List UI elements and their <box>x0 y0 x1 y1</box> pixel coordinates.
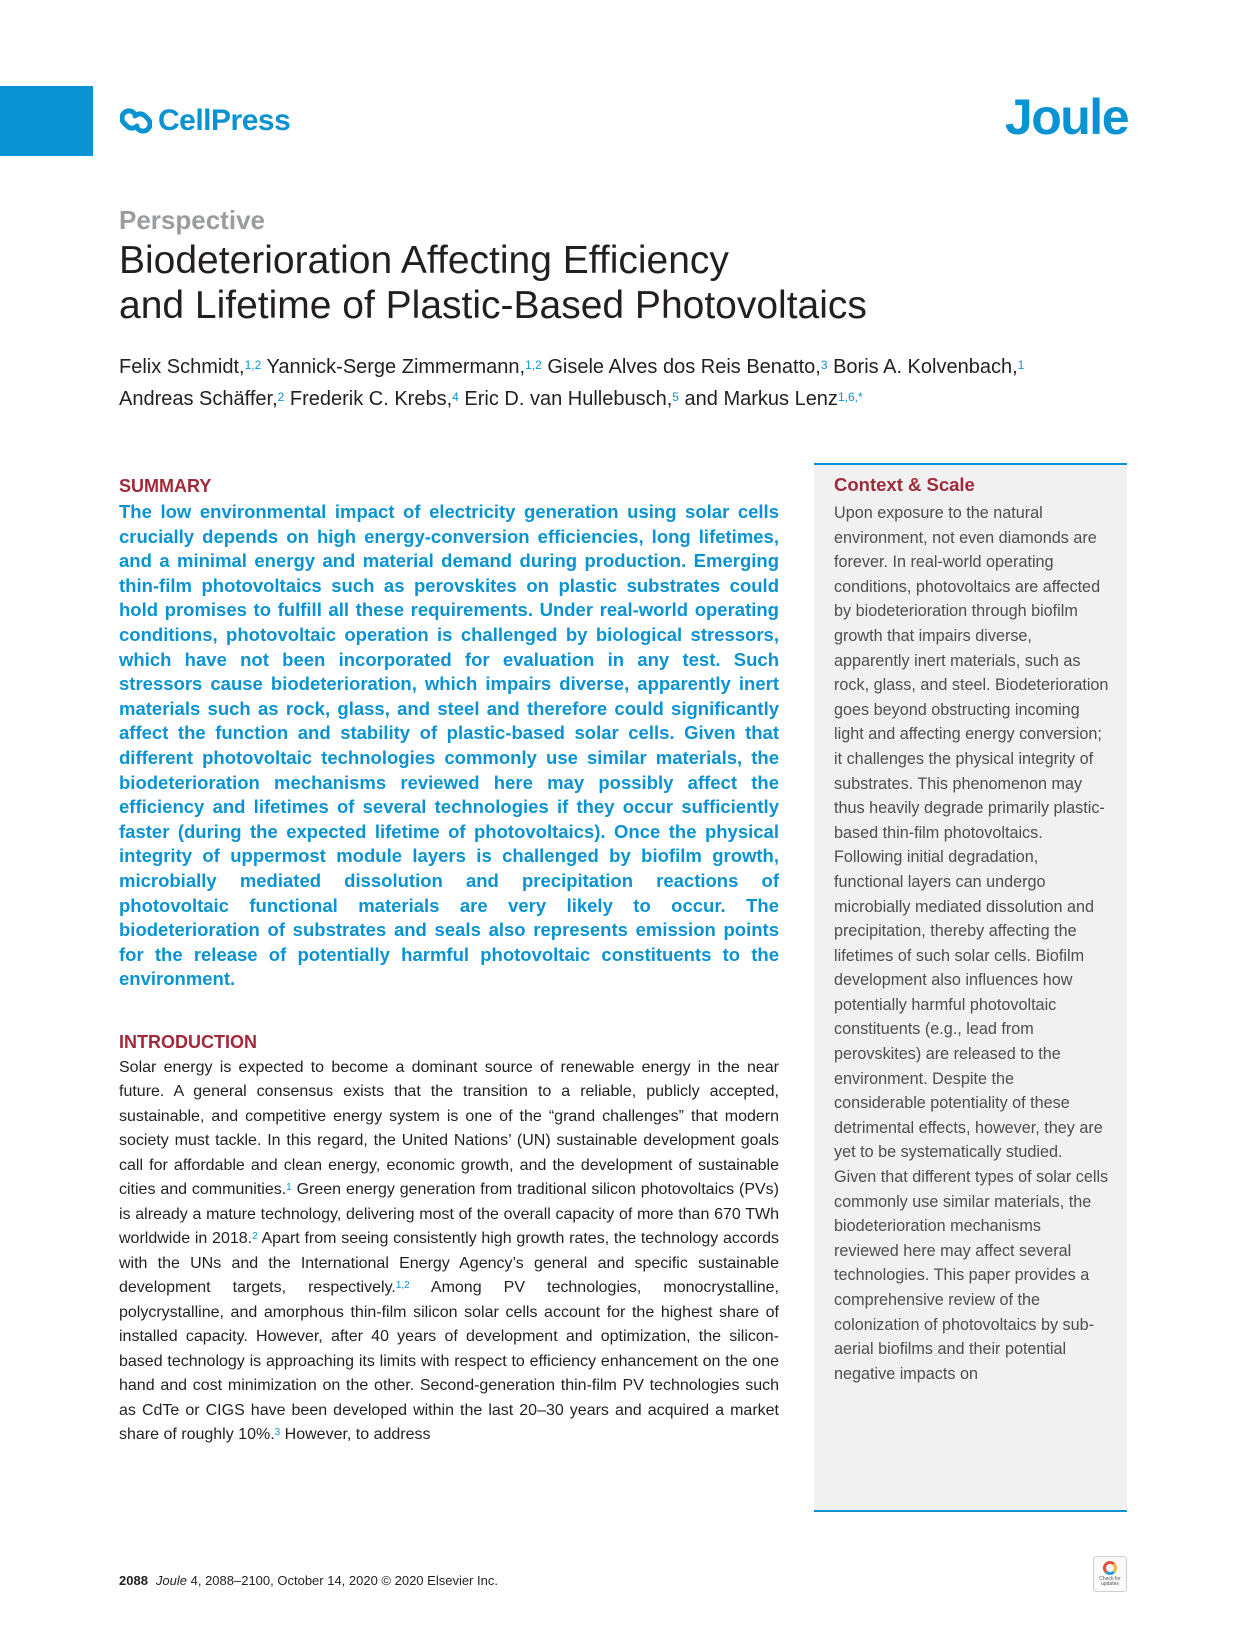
author-name[interactable]: Gisele Alves dos Reis Benatto, <box>547 356 821 378</box>
introduction-heading: INTRODUCTION <box>119 1031 257 1052</box>
cellpress-logo[interactable] <box>120 104 290 138</box>
page-footer <box>119 1573 498 1588</box>
intro-segment: Apart from seeing consistently high growth rates, the technology accords with the UNs and the International Energy Agency’s general and specific sustainable development targets, respectively. <box>119 1230 779 1297</box>
article-type: Perspective <box>119 205 265 235</box>
intro-segment: Solar energy is expected to become a dominant source of renewable energy in the near future. A general consensus exists that the transition to a reliable, publicly accepted, sustainable, and competitive energy system is one of the “grand challenges” that modern society must tackle. In this regard, the United Nations’ (UN) sustainable development goals call for affordable and clean energy, economic growth, and the development of sustainable cities and communities. <box>119 1058 779 1199</box>
reference-link[interactable]: 2 <box>252 1231 258 1243</box>
badge-label <box>1099 1577 1120 1587</box>
journal-name[interactable]: Joule <box>1004 89 1128 145</box>
update-check-icon <box>1103 1561 1117 1575</box>
publisher-name: CellPress <box>158 104 291 137</box>
author-name[interactable]: Eric D. van Hullebusch, <box>464 388 673 410</box>
reference-link[interactable]: 3 <box>274 1427 281 1439</box>
intro-segment: Green energy generation from traditional silicon photovoltaics (PVs) is already a mature technology, delivering most of the overall capacity of more than 670 TWh worldwide in 2018. <box>119 1181 780 1248</box>
cellpress-link-icon <box>120 105 152 137</box>
context-text: Upon exposure to the natural environment, not even diamonds are forever. In real-world operating conditions, photovoltaics are affected by biodeterioration through biofilm growth that impairs diverse, apparently inert materials, such as rock, glass, and steel. Biodeterioration goes beyond obstructing incoming light and affecting energy conversion; it challenges the physical integrity of substrates. This phenomenon may thus heavily degrade primarily plastic-based thin-film photovoltaics. Following initial degradation, functional layers can undergo microbially mediated dissolution and precipitation, thereby affecting the lifetimes of such solar cells. Biofilm development also influences how potentially harmful photovoltaic constituents (e.g., lead from perovskites) are released to the environment. Despite the considerable potentiality of these detrimental effects, however, they are yet to be systematically studied. Given that different types of solar cells commonly use similar materials, the biodeterioration mechanisms reviewed here may affect several technologies. This paper provides a comprehensive review of the colonization of photovoltaics by sub-aerial biofilms and their potential negative impacts on <box>834 504 1109 1383</box>
author-name[interactable]: Felix Schmidt, <box>119 356 245 378</box>
summary-heading: SUMMARY <box>119 476 212 496</box>
context-heading: Context & Scale <box>834 474 975 495</box>
intro-segment: Among PV technologies, monocrystalline, polycrystalline, and amorphous thin-film silicon solar cells account for the highest share of installed capacity. However, after 40 years of development and optimization, the silicon-based technology is approaching its limits with respect to efficiency enhancement on the one hand and cost minimization on the other. Second-generation thin-film PV technologies such as CdTe or CIGS have been developed within the last 20–30 years and acquired a market share of roughly 10%. <box>119 1279 779 1444</box>
author-affiliation[interactable]: 1,2 <box>525 358 542 372</box>
author-list <box>119 351 1129 415</box>
badge-line-1: Check for <box>1099 1576 1121 1582</box>
author-affiliation[interactable]: 5 <box>672 390 679 404</box>
author-affiliation[interactable]: 2 <box>277 390 285 404</box>
author-name[interactable]: and Markus Lenz <box>684 388 838 410</box>
introduction-text <box>119 1056 779 1448</box>
check-for-updates-badge[interactable] <box>1093 1556 1127 1592</box>
reference-link[interactable]: 1 <box>286 1182 292 1194</box>
context-scale-box <box>814 463 1127 1512</box>
article-title <box>119 238 1019 328</box>
main-column <box>119 474 779 1448</box>
author-name[interactable]: Yannick-Serge Zimmermann, <box>266 356 526 378</box>
footer-journal: Joule <box>155 1573 187 1588</box>
footer-citation: 4, 2088–2100, October 14, 2020 © 2020 Elsevier Inc. <box>187 1573 498 1588</box>
author-affiliation[interactable]: 3 <box>820 358 828 372</box>
author-name[interactable]: Andreas Schäffer, <box>119 388 278 410</box>
author-affiliation[interactable]: 1,6,* <box>837 390 863 404</box>
intro-segment: However, to address <box>280 1426 431 1444</box>
author-affiliation[interactable]: 4 <box>452 390 459 404</box>
reference-link[interactable]: 1,2 <box>395 1280 410 1292</box>
summary-text: The low environmental impact of electricity generation using solar cells crucially depends on high energy-conversion efficiencies, long lifetimes, and a minimal energy and material demand during production. Emerging thin-film photovoltaics such as perovskites on plastic substrates could hold promises to fulfill all these requirements. Under real-world operating conditions, photovoltaic operation is challenged by biological stressors, which have not been incorporated for evaluation in any test. Such stressors cause biodeterioration, which impairs diverse, apparently inert materials such as rock, glass, and steel and therefore could significantly affect the function and stability of plastic-based solar cells. Given that different photovoltaic technologies commonly use similar materials, the biodeterioration mechanisms reviewed here may possibly affect the efficiency and lifetimes of several technologies if they occur sufficiently faster (during the expected lifetime of photovoltaics). Once the physical integrity of uppermost module layers is challenged by biofilm growth, microbially mediated dissolution and precipitation reactions of photovoltaic functional materials are very likely to occur. The biodeterioration of substrates and seals also represents emission points for the release of potentially harmful photovoltaic constituents to the environment. <box>119 501 779 990</box>
author-name[interactable]: Frederik C. Krebs, <box>289 388 453 410</box>
author-affiliation[interactable]: 1,2 <box>244 358 262 372</box>
author-affiliation[interactable]: 1 <box>1017 358 1025 372</box>
title-line-2: and Lifetime of Plastic-Based Photovoltaics <box>119 284 867 327</box>
badge-line-2: updates <box>1101 1581 1119 1587</box>
author-name[interactable]: Boris A. Kolvenbach, <box>833 356 1018 378</box>
header-accent-block <box>0 86 93 156</box>
title-line-1: Biodeterioration Affecting Efficiency <box>119 239 729 282</box>
page-number: 2088 <box>119 1573 148 1588</box>
